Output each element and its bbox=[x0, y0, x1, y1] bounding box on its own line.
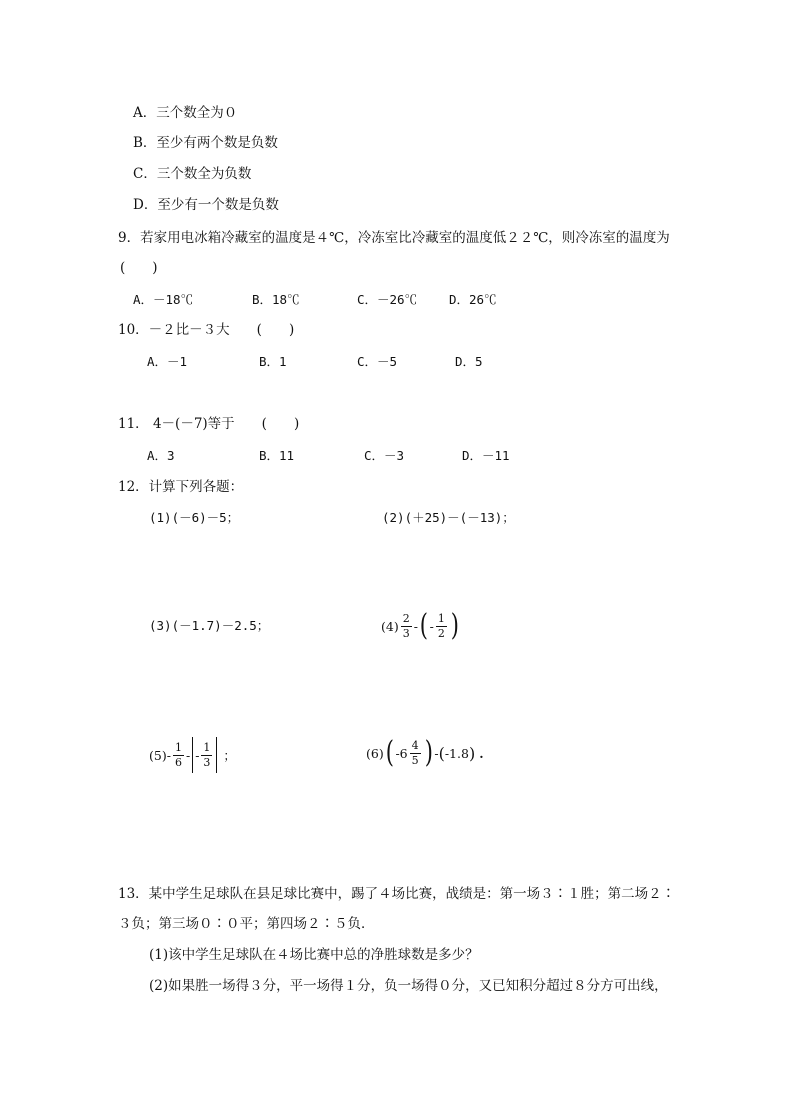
fraction-two-thirds: $\frac{2}{3}$ bbox=[402, 611, 410, 640]
q13-line-2: ３负；第三场０∶０平；第四场２∶５负． bbox=[118, 916, 375, 932]
q12-part-4 bbox=[381, 604, 461, 648]
q12-part-5 bbox=[149, 733, 236, 777]
minus-sign: - bbox=[434, 745, 439, 761]
semicolon: ； bbox=[223, 748, 236, 763]
q10-stem: 10．－２比－３大 ( ) bbox=[118, 322, 295, 338]
q9-option-d: D．26℃ bbox=[449, 292, 497, 307]
minus-sign: - bbox=[185, 747, 191, 763]
q8-option-b: B．至少有两个数是负数 bbox=[133, 135, 278, 151]
q10-option-c: C．－5 bbox=[357, 354, 398, 369]
q13-sub-1: (1)该中学生足球队在４场比赛中总的净胜球数是多少？ bbox=[149, 947, 479, 963]
left-paren: ( bbox=[385, 735, 394, 770]
negative-sign: - bbox=[195, 747, 200, 763]
q9-option-a: A．－18℃ bbox=[133, 292, 194, 307]
q13-line-1: 13．某中学生足球队在县足球比赛中，踢了４场比赛，战绩是：第一场３∶１胜；第二场２∶ bbox=[118, 886, 676, 902]
negative-sign: - bbox=[166, 747, 171, 763]
absolute-value-bar-right bbox=[216, 737, 217, 773]
q11-option-c: C．－3 bbox=[364, 448, 405, 463]
minus-sign: - bbox=[413, 618, 418, 634]
decimal-value: -1.8 bbox=[444, 745, 469, 761]
q11-stem: 11． 4－(－7)等于 ( ) bbox=[118, 416, 300, 432]
q9-stem: 9．若家用电冰箱冷藏室的温度是４℃，冷冻室比冷藏室的温度低２２℃，则冷冻室的温度为 bbox=[118, 230, 670, 246]
q12-part-5-label: (5) bbox=[149, 747, 167, 763]
fraction-four-fifths: $\frac{4}{5}$ bbox=[411, 738, 419, 767]
q10-option-d: D．5 bbox=[455, 354, 483, 369]
right-paren-small: ) bbox=[468, 743, 476, 763]
absolute-value-bar-left bbox=[192, 737, 193, 773]
q9-blank: ( ) bbox=[120, 260, 158, 276]
fraction-one-sixth: $\frac{1}{6}$ bbox=[174, 740, 182, 769]
q12-stem: 12．计算下列各题： bbox=[118, 479, 244, 495]
q12-part-3: (3)(－1.7)－2.5； bbox=[149, 618, 270, 633]
q12-part-4-label: (4) bbox=[381, 618, 399, 634]
left-paren-small: ( bbox=[438, 743, 445, 763]
q12-part-6-label: (6) bbox=[366, 745, 384, 761]
q8-option-c: C．三个数全为负数 bbox=[133, 166, 252, 182]
q12-part-1: (1)(－6)－5； bbox=[149, 510, 240, 525]
q8-option-d: D．至少有一个数是负数 bbox=[133, 197, 279, 213]
q10-option-b: B．1 bbox=[259, 354, 287, 369]
q10-option-a: A．－1 bbox=[147, 354, 188, 369]
q8-option-a: A．三个数全为０ bbox=[133, 105, 238, 121]
negative-sign: - bbox=[429, 618, 434, 634]
q12-part-2: (2)(＋25)－(－13)； bbox=[382, 510, 515, 525]
q9-option-b: B．18℃ bbox=[252, 292, 300, 307]
fraction-one-half: $\frac{1}{2}$ bbox=[437, 611, 445, 640]
period: . bbox=[479, 745, 484, 761]
fraction-one-third: $\frac{1}{3}$ bbox=[203, 740, 211, 769]
right-paren: ) bbox=[424, 735, 433, 770]
q11-option-d: D．－11 bbox=[462, 448, 510, 463]
q11-option-b: B．11 bbox=[259, 448, 295, 463]
q11-option-a: A．3 bbox=[147, 448, 175, 463]
left-paren: ( bbox=[419, 608, 428, 643]
right-paren: ) bbox=[450, 608, 459, 643]
q9-option-c: C．－26℃ bbox=[357, 292, 418, 307]
mixed-number-whole: -6 bbox=[395, 745, 408, 761]
q12-part-6 bbox=[366, 731, 484, 775]
q13-sub-2: (2)如果胜一场得３分，平一场得１分，负一场得０分，又已知积分超过８分方可出线， bbox=[149, 978, 668, 994]
